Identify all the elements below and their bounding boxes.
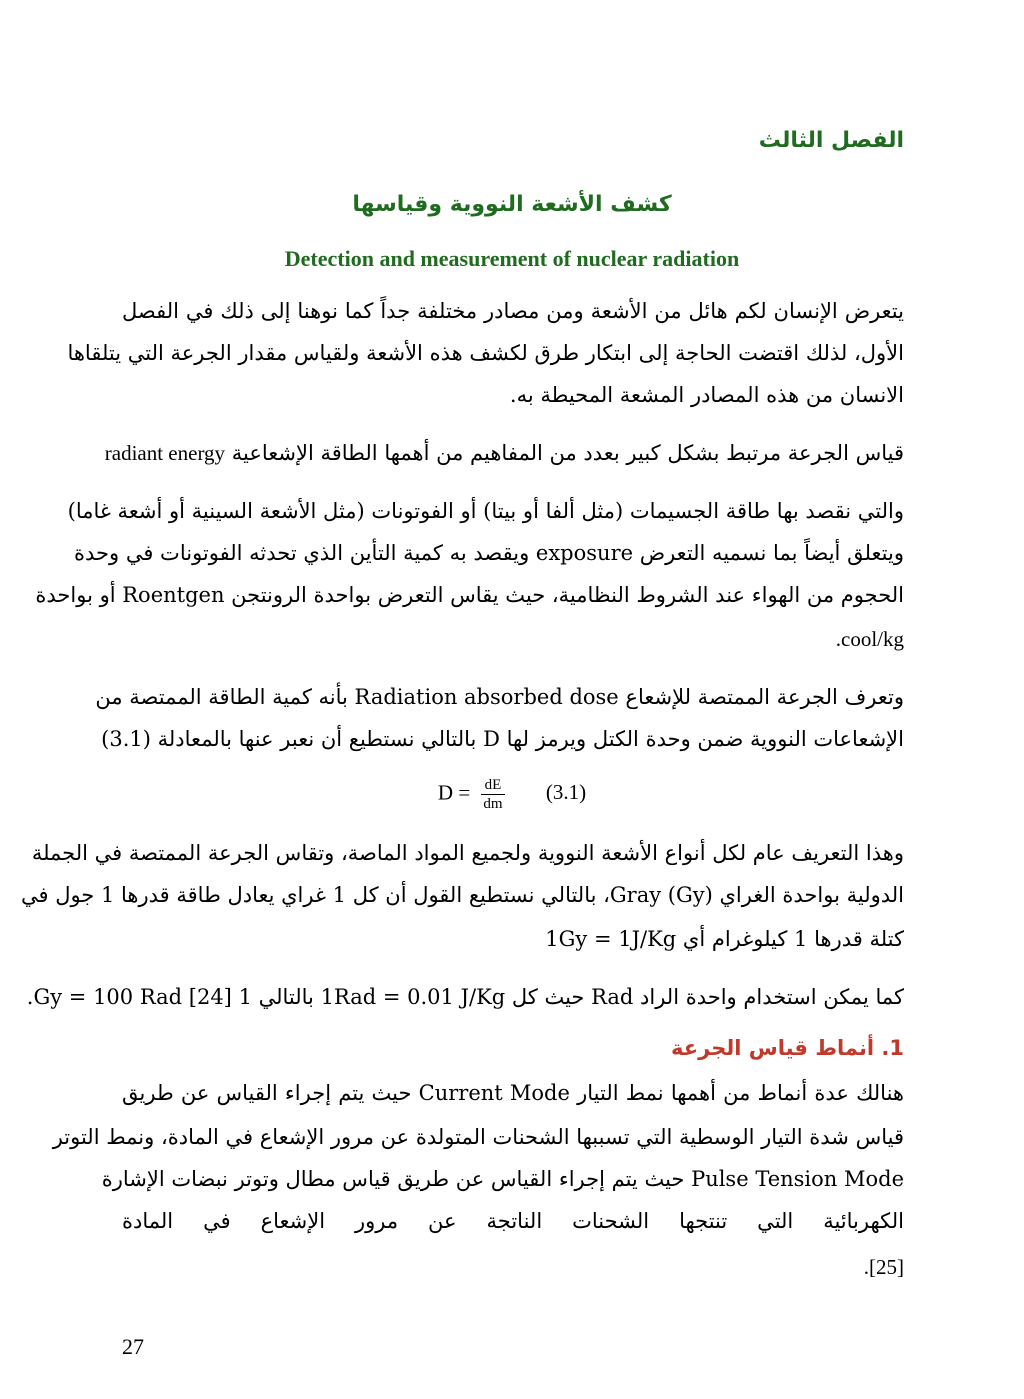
page-number: 27 xyxy=(122,1334,144,1359)
paragraph-3-line-1: والتي نقصد بها طاقة الجسيمات (مثل ألفا أو بيتا) أو الفوتونات (مثل الأشعة السينية أو أشعة غاما) xyxy=(67,499,904,523)
paragraph-7-line-5: .[25] xyxy=(863,1255,904,1279)
equation-numerator: dE xyxy=(481,776,504,795)
paragraph-7-line-1: هنالك عدة أنماط من أهمها نمط التيار Current Mode حيث يتم إجراء القياس عن طريق xyxy=(122,1081,904,1105)
equation-denominator: dm xyxy=(483,796,503,812)
paragraph-7-line-2: قياس شدة التيار الوسطية التي تسببها الشحنات المتولدة عن مرور الإشعاع في المادة، ونمط التوتر xyxy=(52,1125,904,1149)
section-1-heading: 1. أنماط قياس الجرعة xyxy=(671,1036,904,1060)
paragraph-3-line-4: .cool/kg xyxy=(835,627,904,651)
paragraph-2-arabic: قياس الجرعة مرتبط بشكل كبير بعدد من المفاهيم من أهمها الطاقة الإشعاعية xyxy=(231,441,904,465)
paragraph-1-line-1: يتعرض الإنسان لكم هائل من الأشعة ومن مصادر مختلفة جداً كما نوهنا إلى ذلك في الفصل xyxy=(122,299,904,323)
paragraph-3-line-3: الحجوم من الهواء عند الشروط النظامية، حيث يقاس التعرض بواحدة الرونتجن Roentgen أو بواحدة xyxy=(35,583,904,607)
title-english: Detection and measurement of nuclear radiation xyxy=(284,246,740,271)
paragraph-2-line xyxy=(104,438,904,468)
equation-lhs: D = xyxy=(437,780,471,805)
paragraph-7-line-3: Pulse Tension Mode حيث يتم إجراء القياس عن طريق قياس مطال وتوتر نبضات الإشارة xyxy=(101,1167,904,1191)
equation-fraction xyxy=(481,776,504,813)
title-arabic: كشف الأشعة النووية وقياسها xyxy=(352,192,672,217)
paragraph-2-english-term: radiant energy xyxy=(104,441,226,465)
paragraph-7-line-4: الكهربائية التي تنتجها الشحنات الناتجة عن مرور الإشعاع في المادة xyxy=(122,1209,904,1233)
paragraph-5-line-3: كتلة قدرها 1 كيلوغرام أي 1Gy = 1J/Kg xyxy=(545,927,904,951)
equation-number: (3.1) xyxy=(545,780,587,805)
paragraph-4-line-2: الإشعاعات النووية ضمن وحدة الكتل ويرمز لها D بالتالي نستطيع أن نعبر عنها بالمعادلة (3.1) xyxy=(101,727,904,751)
equation-3-1 xyxy=(0,776,1024,813)
paragraph-3-line-2: ويتعلق أيضاً بما نسميه التعرض exposure ويقصد به كمية التأين الذي تحدثه الفوتونات في وحدة xyxy=(74,541,904,565)
paragraph-5-line-1: وهذا التعريف عام لكل أنواع الأشعة النووية ولجميع المواد الماصة، وتقاس الجرعة الممتصة في الجملة xyxy=(31,841,904,865)
paragraph-1-line-2: الأول، لذلك اقتضت الحاجة إلى ابتكار طرق لكشف هذه الأشعة ولقياس مقدار الجرعة التي يتلقاها xyxy=(67,341,904,365)
chapter-heading: الفصل الثالث xyxy=(758,128,904,153)
paragraph-6-line: كما يمكن استخدام واحدة الراد Rad حيث كل 1Rad = 0.01 J/Kg بالتالي 1 Gy = 100 Rad [24]. xyxy=(26,985,904,1009)
paragraph-5-line-2: الدولية بواحدة الغراي Gray (Gy)، بالتالي نستطيع القول أن كل 1 غراي يعادل طاقة قدرها 1 جول في xyxy=(20,883,904,907)
paragraph-1-line-3: الانسان من هذه المصادر المشعة المحيطة به. xyxy=(509,383,904,407)
paragraph-4-line-1: وتعرف الجرعة الممتصة للإشعاع Radiation absorbed dose بأنه كمية الطاقة الممتصة من xyxy=(95,685,904,709)
